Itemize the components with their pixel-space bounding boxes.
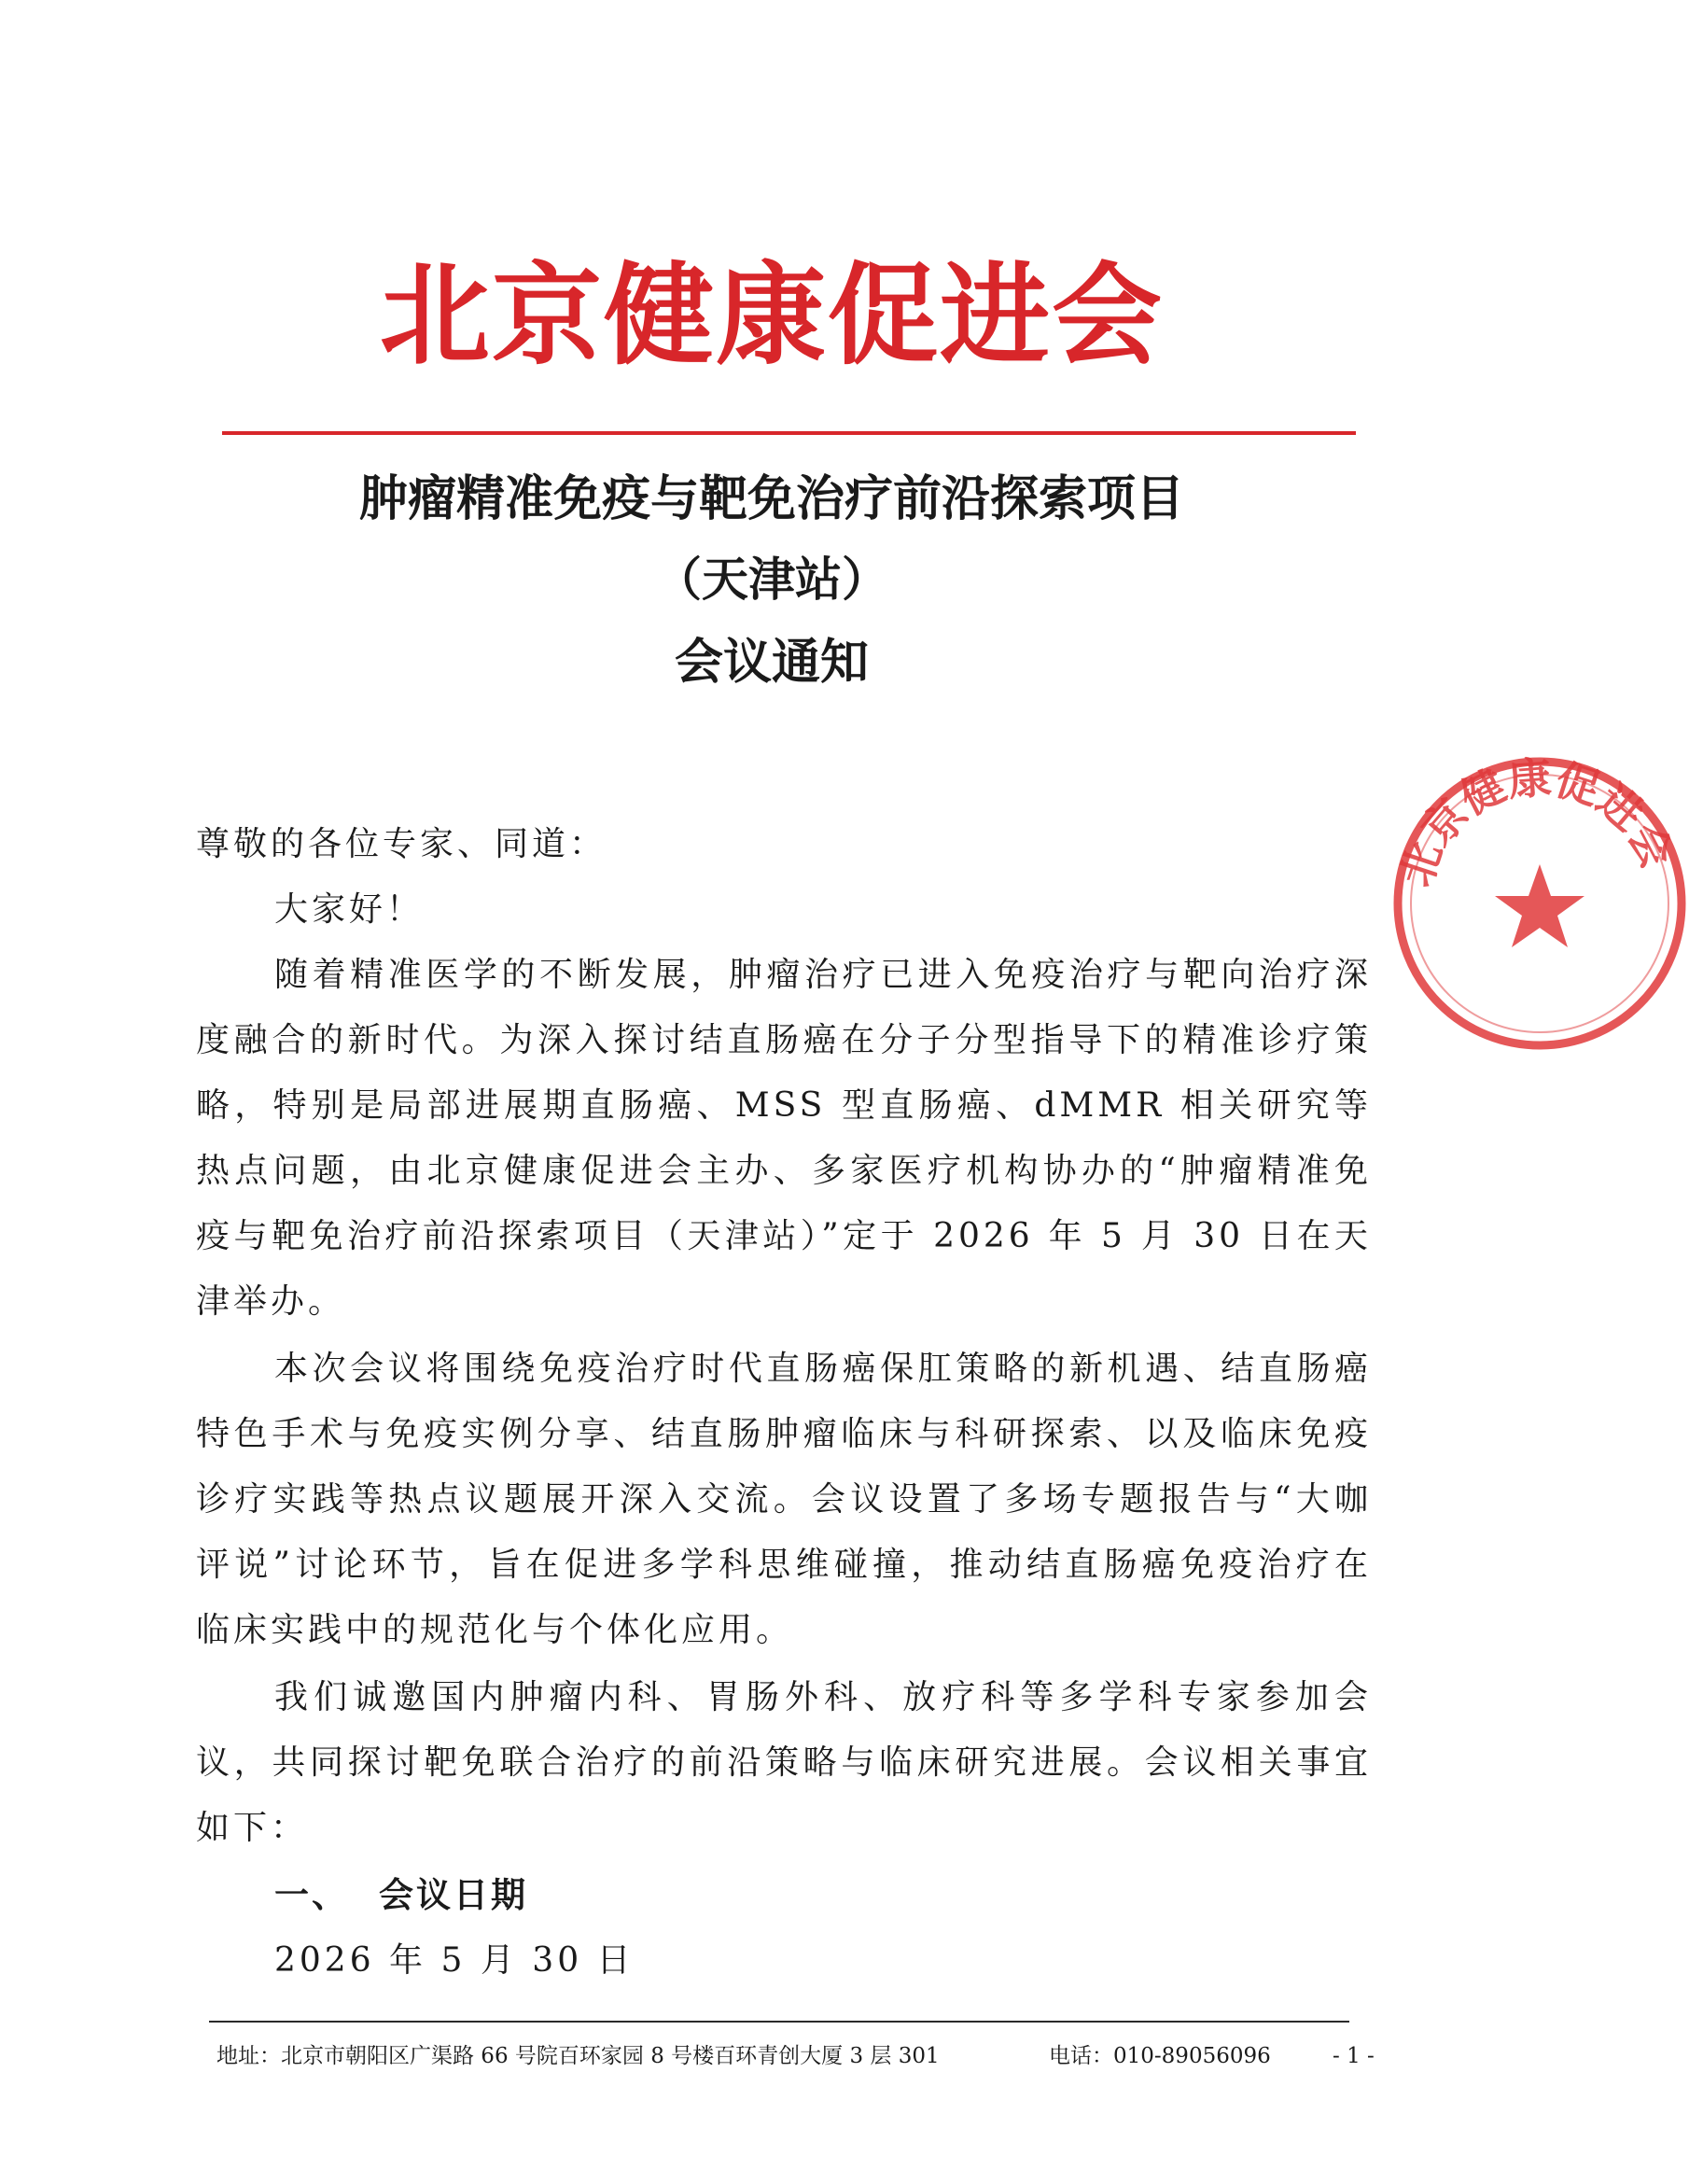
greeting: 大家好！ — [274, 890, 425, 929]
footer-divider — [209, 2021, 1349, 2023]
body-paragraph-2: 本次会议将围绕免疫治疗时代直肠癌保肛策略的新机遇、结直肠癌特色手术与免疫实例分享、结直肠肿瘤临床与科研探索、以及临床免疫诊疗实践等热点议题展开深入交流。会议设置了多场专题报告与“大咖评说”讨论环节，旨在促进多学科思维碰撞，推动结直肠癌免疫治疗在临床实践中的规范化与个体化应用。 — [196, 1350, 1372, 1649]
document-title: 肿瘤精准免疫与靶免治疗前沿探索项目 — [358, 471, 1184, 527]
seal-text: 北京健康促进会 — [1390, 754, 1683, 893]
svg-text:北京健康促进会 — [1390, 754, 1682, 892]
seal-star-icon — [1495, 864, 1584, 947]
meeting-date-value: 2026 年 5 月 30 日 — [274, 1941, 635, 1980]
section-number: 一、 — [274, 1875, 349, 1915]
section-heading-meeting-date — [274, 1863, 528, 1928]
body-paragraph-3: 我们诚邀国内肿瘤内科、胃肠外科、放疗科等多学科专家参加会议，共同探讨靶免联合治疗的前沿策略与临床研究进展。会议相关事宜如下： — [196, 1678, 1372, 1847]
official-seal-stamp — [1390, 754, 1689, 1053]
letterhead-org-name: 北京健康促进会 — [379, 251, 1164, 380]
document-subtitle-location: （天津站） — [655, 553, 888, 607]
document-type-heading: 会议通知 — [674, 635, 869, 691]
section-heading-text: 会议日期 — [379, 1875, 528, 1915]
body-paragraph-1: 随着精准医学的不断发展，肿瘤治疗已进入免疫治疗与靶向治疗深度融合的新时代。为深入探讨结直肠癌在分子分型指导下的精准诊疗策略，特别是局部进展期直肠癌、MSS 型直肠癌、dMMR 相关研究等热点问题，由北京健康促进会主办、多家医疗机构协办的“肿瘤精准免疫与靶免治疗前沿探索项目（天津站）”定于 2026 年 5 月 30 日在天津举办。 — [196, 956, 1372, 1321]
salutation: 尊敬的各位专家、同道： — [196, 825, 607, 863]
letterhead-red-divider — [222, 431, 1356, 435]
footer-address: 地址：北京市朝阳区广渠路 66 号院百环家园 8 号楼百环青创大厦 3 层 301 — [216, 2044, 940, 2068]
footer-page-number: - 1 - — [1333, 2044, 1375, 2068]
footer-phone: 电话：010-89056096 — [1049, 2044, 1271, 2068]
